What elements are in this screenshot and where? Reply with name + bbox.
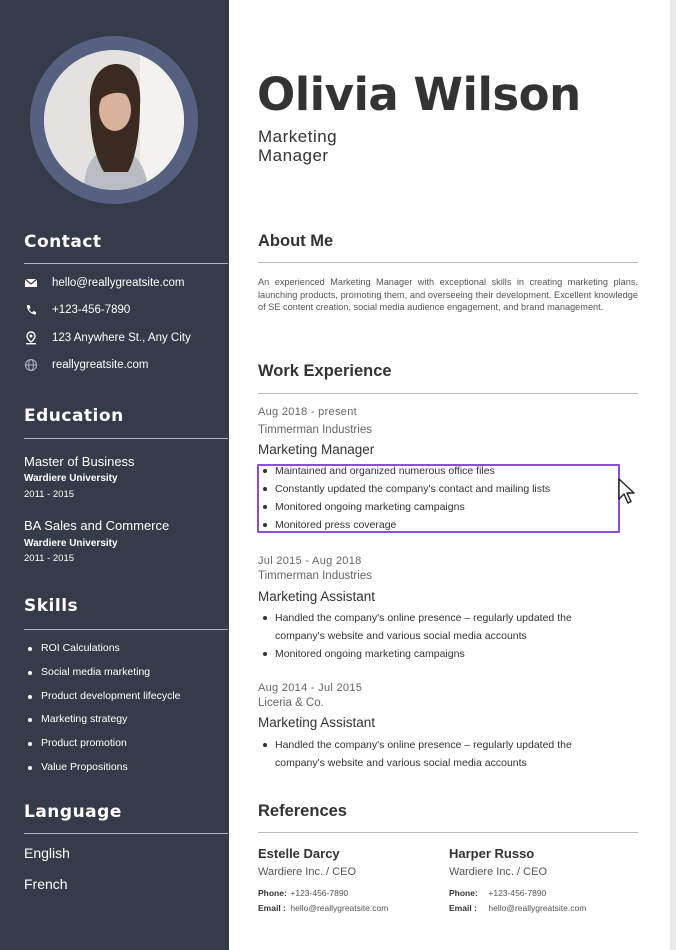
reference-phone-value: +123-456-7890	[290, 888, 349, 898]
contact-email-text: hello@reallygreatsite.com	[52, 277, 185, 289]
reference-name: Harper Russo	[449, 846, 535, 861]
education-years: 2011 - 2015	[24, 553, 75, 564]
education-university: Wardiere University	[24, 538, 118, 549]
reference-phone-value: +123-456-7890	[488, 888, 547, 898]
profile-title	[258, 127, 337, 165]
reference-name: Estelle Darcy	[258, 846, 340, 861]
profile-name: Olivia Wilson	[257, 68, 581, 121]
job-role: Marketing Manager	[258, 442, 375, 457]
reference-company: Wardiere Inc. / CEO	[449, 866, 548, 878]
job-bullets	[258, 609, 623, 663]
job-bullets	[258, 736, 603, 772]
contact-website	[24, 355, 149, 375]
skill-item: Social media marketing	[24, 666, 181, 690]
language-heading: Language	[24, 802, 122, 822]
education-degree: BA Sales and Commerce	[24, 518, 170, 533]
page-edge	[670, 0, 676, 950]
job-dates: Aug 2018 - present	[258, 406, 357, 418]
contact-address	[24, 328, 191, 348]
contact-address-text: 123 Anywhere St., Any City	[52, 332, 191, 344]
work-divider	[258, 393, 638, 394]
reference-company: Wardiere Inc. / CEO	[258, 866, 357, 878]
skill-item: Product promotion	[24, 737, 181, 761]
job-bullet: Constantly updated the company's contact and mailing lists	[258, 480, 550, 498]
job-company: Timmerman Industries	[258, 570, 372, 582]
contact-divider	[24, 263, 228, 264]
reference-email	[449, 903, 586, 913]
reference-phone-label: Phone:	[258, 888, 287, 898]
about-text: An experienced Marketing Manager with exceptional skills in creating marketing plans, launching products, promoting them, and overseeing their development. Excellent knowledge of SE content creation, social media audience engagement, and brand management.	[258, 277, 638, 313]
job-role: Marketing Assistant	[258, 715, 376, 730]
education-degree: Master of Business	[24, 454, 135, 469]
mouse-cursor-icon	[617, 477, 637, 507]
skill-item: ROI Calculations	[24, 642, 181, 666]
job-bullet: Monitored press coverage	[258, 516, 550, 534]
language-item: French	[24, 876, 68, 892]
contact-phone	[24, 300, 130, 320]
reference-email-value: hello@reallygreatsite.com	[290, 903, 389, 913]
education-heading: Education	[24, 406, 124, 426]
work-heading: Work Experience	[258, 362, 392, 380]
profile-photo	[44, 50, 184, 190]
about-divider	[258, 262, 638, 263]
skills-heading: Skills	[24, 596, 79, 616]
selection-highlight-box[interactable]	[257, 464, 620, 533]
education-divider	[24, 438, 228, 439]
phone-icon	[24, 303, 38, 317]
job-dates: Jul 2015 - Aug 2018	[258, 555, 362, 567]
sidebar	[0, 0, 229, 950]
contact-heading: Contact	[24, 232, 102, 252]
job-bullet: Handled the company's online presence – regularly updated the company's website and various social media accounts	[258, 736, 603, 772]
mail-icon	[24, 276, 38, 290]
job-bullet: Monitored ongoing marketing campaigns	[258, 645, 623, 663]
skill-item: Marketing strategy	[24, 713, 181, 737]
language-divider	[24, 833, 228, 834]
job-bullet: Monitored ongoing marketing campaigns	[258, 498, 550, 516]
location-icon	[24, 331, 38, 345]
skills-divider	[24, 629, 228, 630]
job-bullet: Maintained and organized numerous office files	[258, 462, 550, 480]
profile-title-line: Marketing	[258, 127, 338, 146]
contact-phone-text: +123-456-7890	[52, 304, 131, 316]
job-company: Liceria & Co.	[258, 697, 324, 709]
reference-phone	[258, 888, 348, 898]
reference-email-label: Email :	[449, 903, 477, 913]
reference-phone-label: Phone:	[449, 888, 478, 898]
skill-item: Product development lifecycle	[24, 690, 181, 714]
reference-email-value: hello@reallygreatsite.com	[488, 903, 587, 913]
contact-email	[24, 273, 184, 293]
job-bullet: Handled the company's online presence – regularly updated the company's website and various social media accounts	[258, 609, 623, 645]
globe-icon	[24, 358, 38, 372]
skill-item: Value Propositions	[24, 761, 181, 785]
profile-title-line: Manager	[258, 146, 329, 165]
profile-photo-ring	[30, 36, 198, 204]
job-company: Timmerman Industries	[258, 424, 372, 436]
job-role: Marketing Assistant	[258, 589, 376, 604]
reference-phone	[449, 888, 546, 898]
language-item: English	[24, 845, 70, 861]
contact-website-text: reallygreatsite.com	[52, 359, 149, 371]
reference-email	[258, 903, 388, 913]
reference-email-label: Email :	[258, 903, 286, 913]
job-dates: Aug 2014 - Jul 2015	[258, 682, 363, 694]
education-years: 2011 - 2015	[24, 489, 75, 500]
skills-list	[24, 642, 181, 785]
education-university: Wardiere University	[24, 473, 118, 484]
references-heading: References	[258, 802, 347, 820]
references-divider	[258, 832, 638, 833]
about-heading: About Me	[258, 232, 334, 250]
